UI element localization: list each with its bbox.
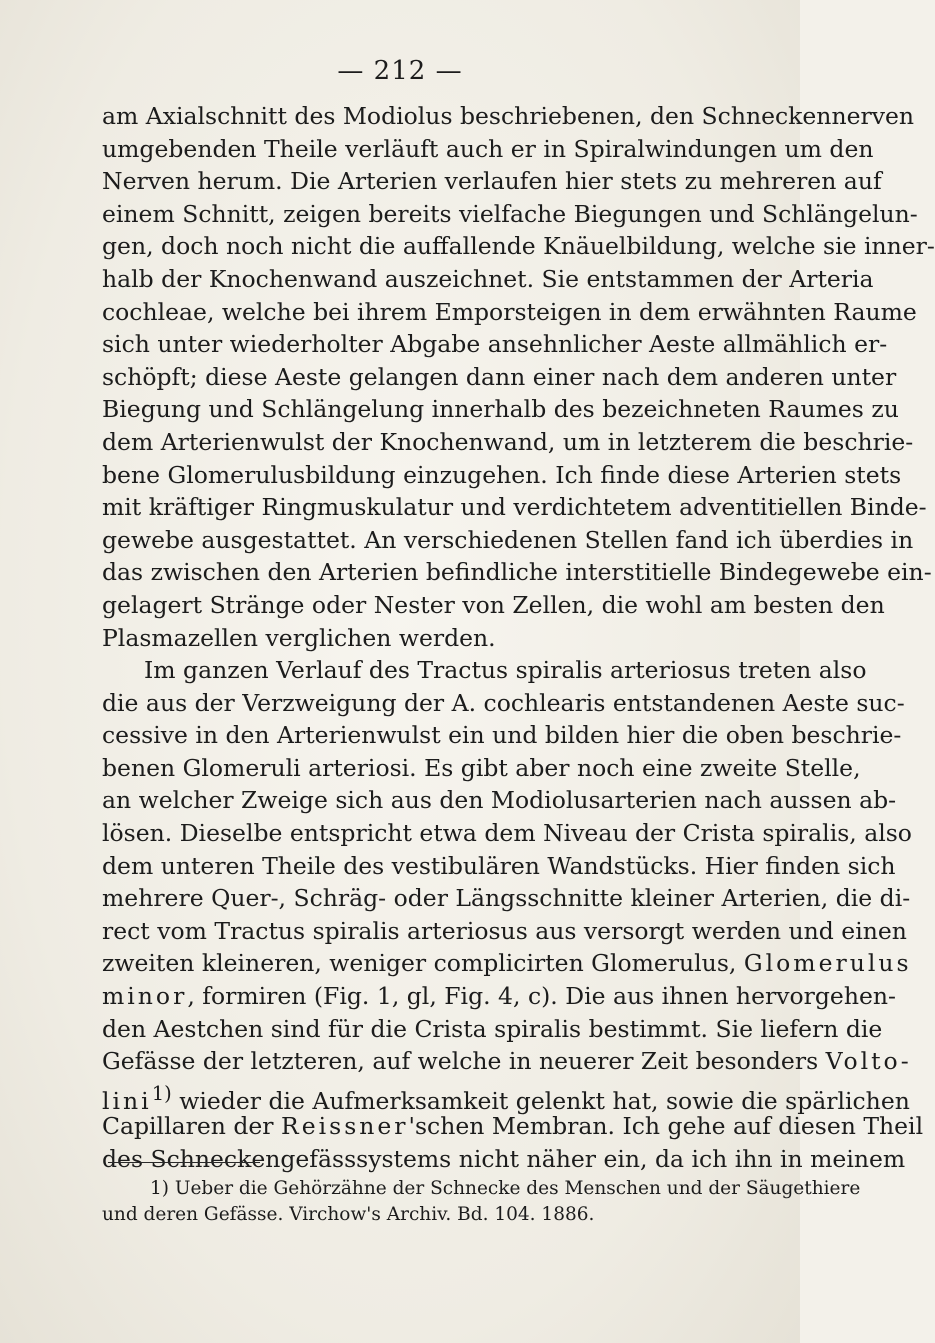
footnote-reference: 1)	[151, 1081, 172, 1105]
text-line: benen Glomeruli arteriosi. Es gibt aber noch eine zweite Stelle,	[102, 753, 861, 782]
text-line	[102, 1078, 910, 1115]
footnote-line: und deren Gefässe. Virchow's Archiv. Bd. 104. 1886.	[102, 1204, 595, 1225]
text-line: dem Arterienwulst der Knochenwand, um in letzterem die beschrie-	[102, 427, 914, 456]
line-text: wieder die Aufmerksamkeit gelenkt hat, sowie die spärlichen	[171, 1086, 910, 1115]
text-line: gelagert Stränge oder Nester von Zellen, die wohl am besten den	[102, 590, 885, 619]
text-line	[102, 947, 912, 980]
text-line: Biegung und Schlängelung innerhalb des bezeichneten Raumes zu	[102, 395, 899, 424]
footnote-line: 1) Ueber die Gehörzähne der Schnecke des Menschen und der Säugethiere	[150, 1178, 861, 1199]
text-line: Nerven herum. Die Arterien verlaufen hier stets zu mehreren auf	[102, 167, 882, 196]
page-number: — 212 —	[337, 56, 463, 86]
text-line: mit kräftiger Ringmuskulatur und verdichtetem adventitiellen Binde-	[102, 493, 927, 522]
text-line: gen, doch noch nicht die auffallende Knäuelbildung, welche sie inner-	[102, 232, 935, 261]
line-text: , formiren (Fig. 1, gl, Fig. 4, c). Die aus ihnen hervorgehen-	[187, 982, 896, 1011]
text-line	[102, 980, 896, 1013]
spaced-term-voltolini-end: lini	[102, 1086, 152, 1115]
text-line: schöpft; diese Aeste gelangen dann einer nach dem anderen unter	[102, 362, 897, 391]
text-line: am Axialschnitt des Modiolus beschriebenen, den Schneckennerven	[102, 102, 915, 130]
spaced-term-voltolini: Volto-	[825, 1047, 912, 1076]
line-text: Gefässe der letzteren, auf welche in neuerer Zeit besonders	[102, 1047, 819, 1076]
text-line: an welcher Zweige sich aus den Modiolusarterien nach aussen ab-	[102, 786, 897, 815]
text-line: lösen. Dieselbe entspricht etwa dem Niveau der Crista spiralis, also	[102, 819, 912, 848]
text-line: halb der Knochenwand auszeichnet. Sie entstammen der Arteria	[102, 264, 874, 293]
footnote-divider	[108, 1162, 260, 1163]
text-line: bene Glomerulusbildung einzugehen. Ich finde diese Arterien stets	[102, 460, 902, 489]
text-line-paragraph-start: Im ganzen Verlauf des Tractus spiralis arteriosus treten also	[144, 656, 867, 685]
text-line: mehrere Quer-, Schräg- oder Längsschnitte kleiner Arterien, die di-	[102, 884, 911, 913]
text-line: des Schneckengefässsystems nicht näher ein, da ich ihn in meinem	[102, 1145, 906, 1173]
text-line: einem Schnitt, zeigen bereits vielfache Biegungen und Schlängelun-	[102, 199, 918, 228]
line-text: Capillaren der	[102, 1112, 274, 1141]
text-line	[102, 1110, 924, 1143]
body-text	[102, 100, 935, 1176]
text-line: den Aestchen sind für die Crista spiralis bestimmt. Sie liefern die	[102, 1014, 883, 1043]
line-text: 'schen Membran. Ich gehe auf diesen Theil	[408, 1112, 924, 1141]
footnotes	[102, 1176, 861, 1228]
text-line: dem unteren Theile des vestibulären Wandstücks. Hier finden sich	[102, 851, 896, 880]
text-line: das zwischen den Arterien befindliche interstitielle Bindegewebe ein-	[102, 558, 932, 587]
text-line: gewebe ausgestattet. An verschiedenen Stellen fand ich überdies in	[102, 525, 914, 554]
text-line: die aus der Verzweigung der A. cochlearis entstandenen Aeste suc-	[102, 688, 905, 717]
text-line: cochleae, welche bei ihrem Emporsteigen in dem erwähnten Raume	[102, 297, 917, 326]
text-line: sich unter wiederholter Abgabe ansehnlicher Aeste allmählich er-	[102, 330, 888, 359]
text-line-paragraph-end: Plasmazellen verglichen werden.	[102, 623, 496, 652]
spaced-term-glomerulus: Glomerulus	[743, 949, 912, 978]
text-line	[102, 1045, 912, 1078]
text-line: cessive in den Arterienwulst ein und bilden hier die oben beschrie-	[102, 721, 902, 750]
line-text: zweiten kleineren, weniger complicirten Glomerulus,	[102, 949, 737, 978]
spaced-term-reissner: Reissner	[281, 1112, 409, 1141]
text-line: rect vom Tractus spiralis arteriosus aus versorgt werden und einen	[102, 916, 907, 945]
spaced-term-minor: minor	[102, 982, 188, 1011]
text-line: umgebenden Theile verläuft auch er in Spiralwindungen um den	[102, 134, 874, 163]
